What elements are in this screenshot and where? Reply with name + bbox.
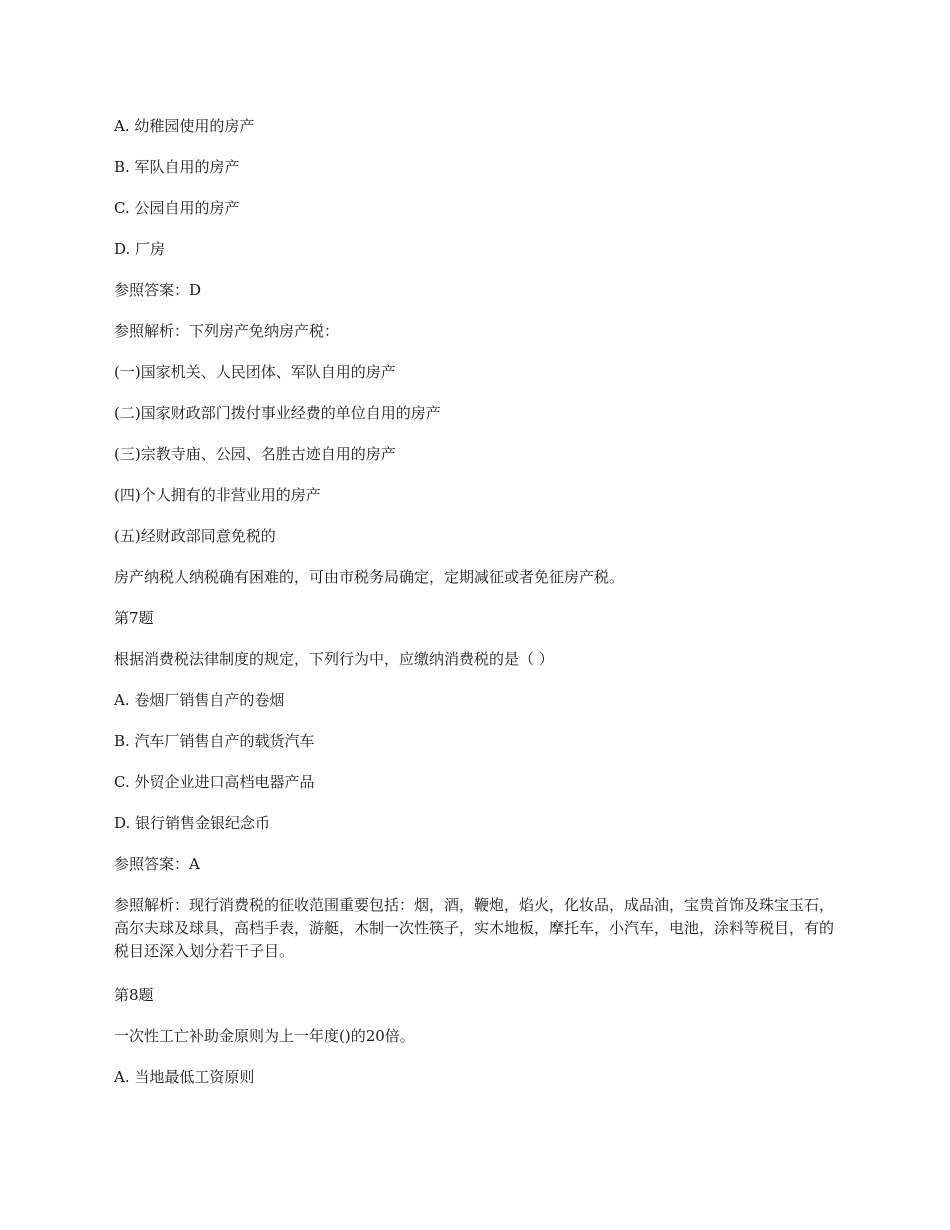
q7-option-a: A. 卷烟厂销售自产的卷烟: [114, 691, 285, 709]
q7-option-b: B. 汽车厂销售自产的载货汽车: [114, 732, 315, 750]
q8-option-a: A. 当地最低工资原则: [114, 1068, 255, 1086]
q6-explanation-item-4: (四)个人拥有的非营业用的房产: [114, 486, 321, 504]
q6-explanation-intro: 参照解析：下列房产免纳房产税：: [114, 322, 340, 340]
q6-option-b: B. 军队自用的房产: [114, 158, 240, 176]
q6-option-d: D. 厂房: [114, 240, 166, 258]
q6-explanation-note: 房产纳税人纳税确有困难的，可由市税务局确定，定期减征或者免征房产税。: [114, 568, 625, 586]
q6-answer: 参照答案：D: [114, 281, 202, 299]
q7-question: 根据消费税法律制度的规定，下列行为中，应缴纳消费税的是（ ）: [114, 650, 554, 668]
q7-option-c: C. 外贸企业进口高档电器产品: [114, 773, 315, 791]
q6-option-a: A. 幼稚园使用的房产: [114, 117, 255, 135]
q6-explanation-item-5: (五)经财政部同意免税的: [114, 527, 276, 545]
q8-question: 一次性工亡补助金原则为上一年度()的20倍。: [114, 1027, 415, 1045]
q6-explanation-item-3: (三)宗教寺庙、公园、名胜古迹自用的房产: [114, 445, 396, 463]
q8-title: 第8题: [114, 986, 154, 1004]
q6-explanation-item-1: (一)国家机关、人民团体、军队自用的房产: [114, 363, 396, 381]
q7-answer: 参照答案：A: [114, 855, 200, 873]
q7-explanation: 参照解析：现行消费税的征收范围重要包括：烟，酒，鞭炮，焰火，化妆品，成品油，宝贵首饰及珠宝玉石，高尔夫球及球具，高档手表，游艇，木制一次性筷子，实木地板，摩托车，小汽车，电池，涂料等税目，有的税目还深入划分若干子目。: [114, 896, 835, 960]
q6-explanation-item-2: (二)国家财政部门拨付事业经费的单位自用的房产: [114, 404, 441, 422]
q7-option-d: D. 银行销售金银纪念币: [114, 814, 271, 832]
q7-title: 第7题: [114, 609, 154, 627]
q6-option-c: C. 公园自用的房产: [114, 199, 240, 217]
